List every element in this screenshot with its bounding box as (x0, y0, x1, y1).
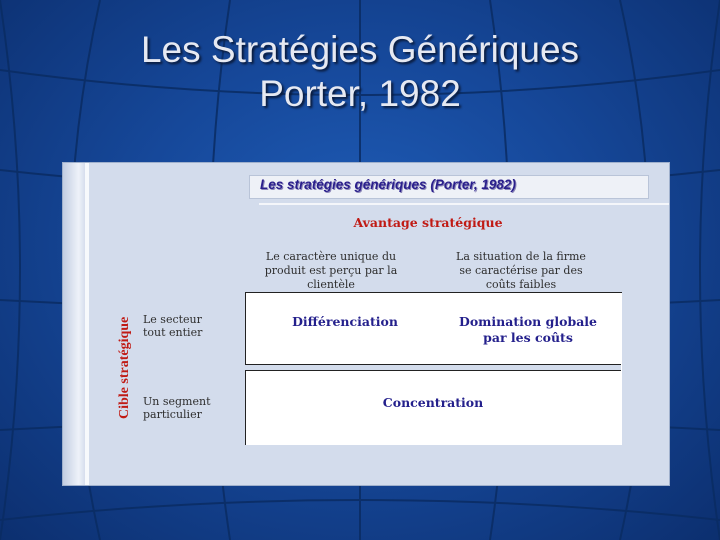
heading-rule (259, 203, 669, 205)
cell-domination-line1: Domination globale (458, 314, 597, 329)
column-header-couts-line3: coûts faibles (485, 278, 557, 291)
column-header-unique-line3: clientèle (307, 278, 355, 291)
slide-title (0, 28, 720, 116)
cell-domination-line2: par les coûts (483, 330, 573, 345)
row-header-segment-line2: particulier (143, 408, 202, 421)
row-header-segment-line1: Un segment (143, 395, 211, 408)
column-header-unique (246, 250, 416, 292)
column-header-couts-line2: se caractérise par des (459, 264, 583, 277)
avantage-label: Avantage stratégique (353, 215, 503, 230)
row-header-secteur-line2: tout entier (143, 326, 203, 339)
column-header-couts-line1: La situation de la firme (456, 250, 586, 263)
figure-heading-box (249, 175, 649, 199)
cell-differenciation: Différenciation (292, 314, 398, 329)
column-header-unique-line1: Le caractère unique du (265, 250, 397, 263)
column-header-couts (436, 250, 606, 292)
cell-concentration: Concentration (382, 395, 484, 410)
matrix-row-divider (245, 364, 621, 371)
row-header-segment (143, 395, 231, 421)
slide-title-line2: Porter, 1982 (259, 73, 461, 114)
figure-panel (62, 162, 670, 486)
figure-heading: Les stratégies génériques (Porter, 1982) (260, 177, 516, 192)
cell-domination (435, 314, 621, 346)
row-header-secteur (143, 313, 231, 339)
row-header-secteur-line1: Le secteur (143, 313, 202, 326)
column-header-unique-line2: produit est perçu par la (264, 264, 398, 277)
cible-label: Cible stratégique (117, 316, 132, 419)
panel-side-highlight (85, 163, 89, 485)
slide-title-line1: Les Stratégies Génériques (140, 29, 580, 70)
